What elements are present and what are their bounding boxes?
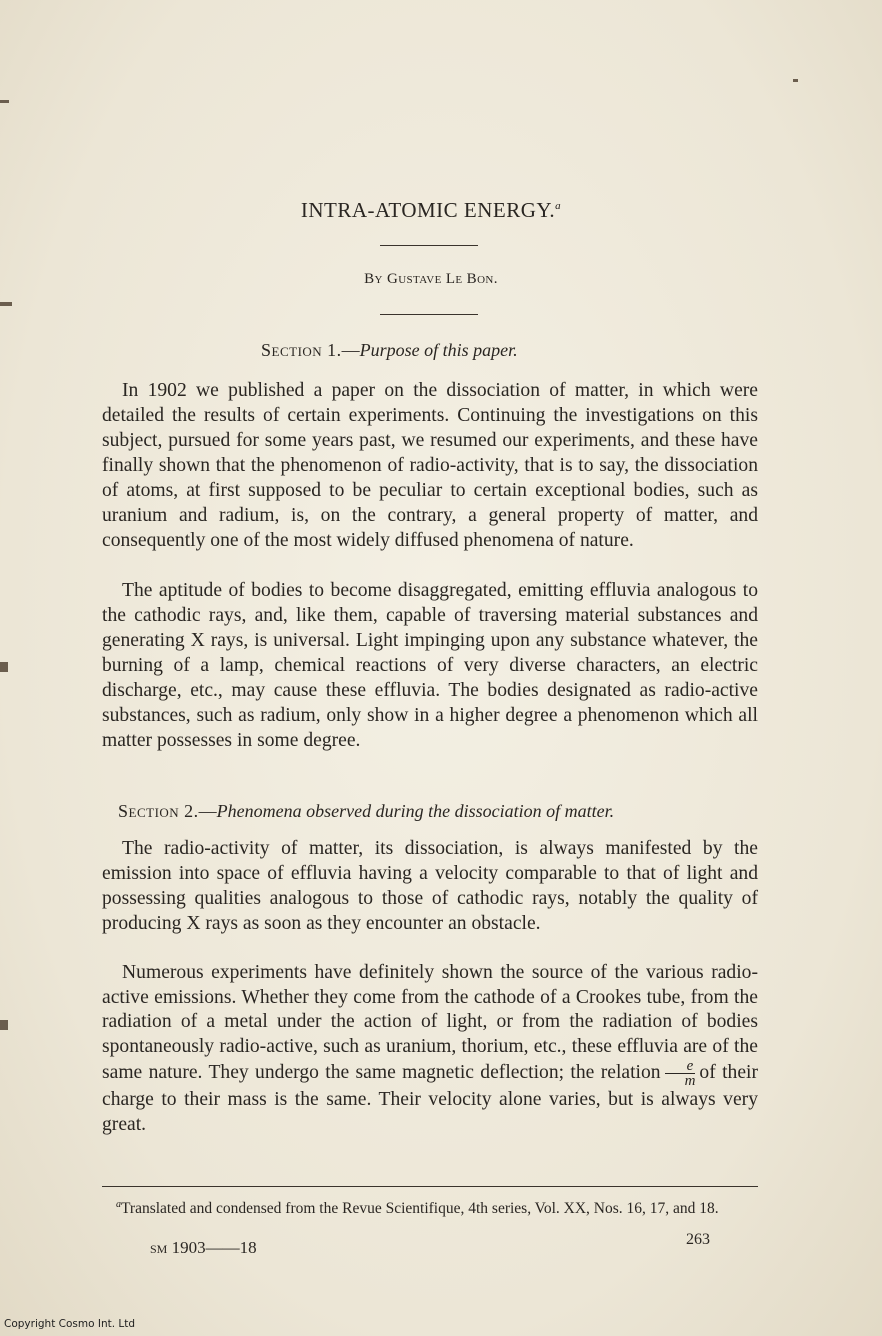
- signature-mark: [150, 1238, 257, 1258]
- section-1-title: Purpose of this paper.: [359, 340, 518, 360]
- binding-mark: [0, 100, 9, 103]
- binding-mark: [0, 302, 12, 306]
- title-text: INTRA-ATOMIC ENERGY.: [300, 198, 556, 222]
- charge-mass-fraction: [665, 1059, 696, 1088]
- footnote-mark: a: [116, 1199, 121, 1210]
- article-title: [0, 198, 862, 223]
- section-2-dash: —: [198, 801, 217, 821]
- paragraph-text: Numerous experiments have definitely shown the source of the various radio-active emissions. Whether they come from the cathode of a Crookes tube, from the radiation of a metal under the action of light, or from the radiation of bodies spontaneously radio-active, such as uranium, thorium, etc., these effluvia are of the same nature. They undergo the same magnetic deflection; the relation: [102, 962, 758, 1083]
- binding-mark: [0, 662, 8, 672]
- section-2-title: Phenomena observed during the dissociation of matter.: [216, 801, 615, 821]
- footnote-rule: [102, 1186, 758, 1187]
- byline: By Gustave Le Bon.: [364, 271, 498, 287]
- binding-mark: [0, 1020, 8, 1030]
- byline-rule: [380, 314, 478, 315]
- section-1-dash: —: [341, 340, 360, 360]
- title-rule: [380, 245, 478, 246]
- paragraph: [102, 961, 758, 1137]
- title-footnote-mark: a: [555, 200, 562, 212]
- signature-prefix: sm: [150, 1238, 168, 1257]
- footnote: [102, 1194, 758, 1220]
- page-number: 263: [686, 1231, 710, 1248]
- section-1-heading: [261, 340, 518, 361]
- copyright-watermark: Copyright Cosmo Int. Ltd: [4, 1318, 136, 1330]
- fraction-denominator: m: [684, 1073, 696, 1089]
- paragraph: The radio-activity of matter, its dissociation, is always manifested by the emission into space of effluvia having a velocity comparable to that of light and possessing qualities analogous to those of cathodic rays, notably the quality of producing X rays as soon as they encounter an obstacle.: [102, 838, 758, 934]
- paragraph: In 1902 we published a paper on the dissociation of matter, in which were detailed the results of certain experiments. Continuing the investigations on this subject, pursued for some years past, we resumed our experiments, and these have finally shown that the phenomenon of radio-activity, that is to say, the dissociation of atoms, at first supposed to be peculiar to certain exceptional bodies, such as uranium and radium, is, on the contrary, a general property of matter, and consequently one of the most widely diffused phenomena of nature.: [102, 380, 758, 551]
- fraction-numerator: e: [665, 1059, 696, 1074]
- footnote-text: Translated and condensed from the Revue Scientifique, 4th series, Vol. XX, Nos. 16, 17, and 18.: [121, 1200, 719, 1218]
- paragraph-text: of their charge to their mass is the same. Their velocity alone varies, but is always very great.: [102, 1062, 758, 1135]
- paragraph: The aptitude of bodies to become disaggregated, emitting effluvia analogous to the cathodic rays, and, like them, capable of traversing material substances and generating X rays, is universal. Light impinging upon any substance whatever, the burning of a lamp, chemical reactions of very diverse characters, an electric discharge, etc., may cause these effluvia. The bodies designated as radio-active substances, such as radium, only show in a higher degree a phenomenon which all matter possesses in some degree.: [102, 580, 758, 751]
- section-2-label: Section 2.: [118, 801, 199, 821]
- signature-text: 1903——18: [171, 1238, 257, 1257]
- section-2-heading: [118, 801, 614, 822]
- binding-mark: [793, 79, 798, 82]
- section-1-label: Section 1.: [261, 340, 342, 360]
